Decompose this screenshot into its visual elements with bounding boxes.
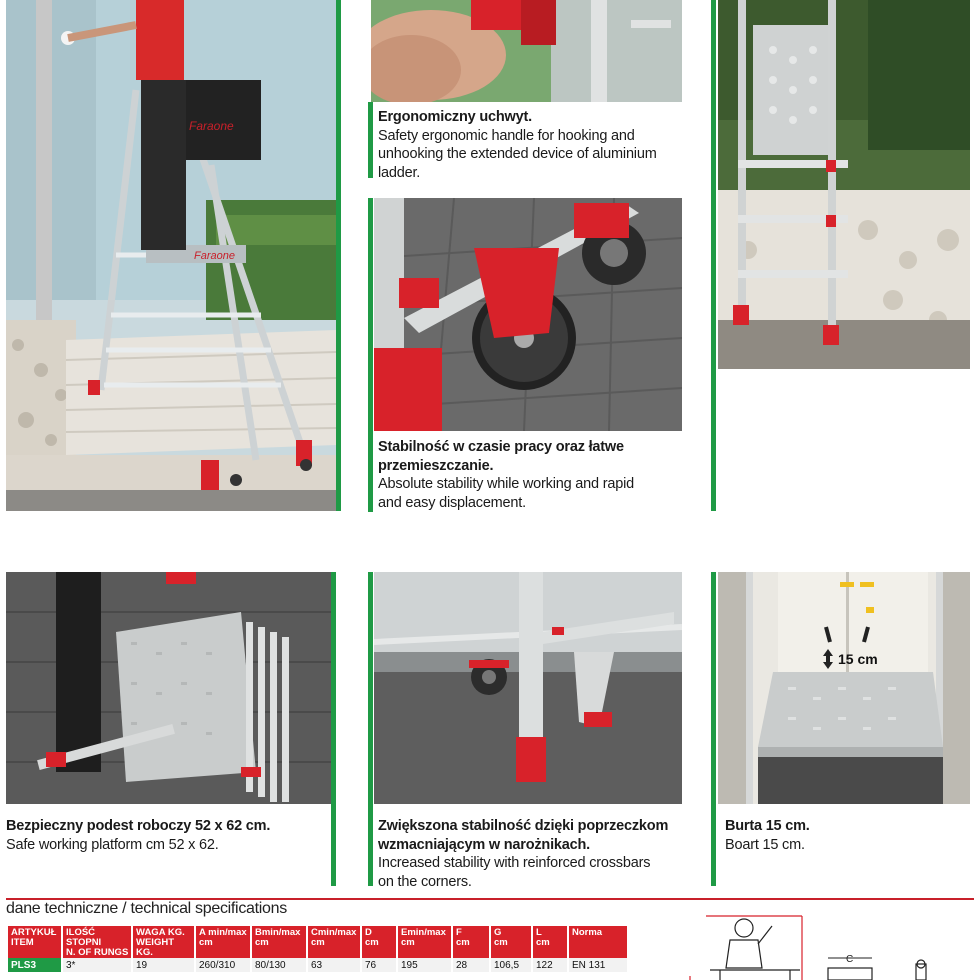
wheels-image bbox=[374, 198, 682, 431]
spec-cell: 106,5 bbox=[490, 958, 532, 972]
caption-crossbars bbox=[378, 817, 698, 891]
spec-column-header bbox=[251, 926, 307, 958]
caption-line: Boart 15 cm. bbox=[725, 836, 805, 853]
worker-on-ladder-image bbox=[6, 0, 336, 511]
spec-header-line: cm bbox=[365, 937, 379, 948]
caption-handle bbox=[378, 108, 688, 182]
spec-header-line: Bmin/max bbox=[255, 927, 301, 938]
spec-cell: 19 bbox=[132, 958, 195, 972]
photo-ergonomic-handle bbox=[371, 0, 682, 102]
spec-header-line: cm bbox=[494, 937, 508, 948]
spec-header-line: WEIGHT KG. bbox=[136, 937, 174, 958]
spec-cell: 76 bbox=[361, 958, 397, 972]
caption-line: and easy displacement. bbox=[378, 494, 526, 511]
spec-header-line: F bbox=[456, 927, 462, 938]
caption-title: Burta 15 cm. bbox=[725, 818, 810, 834]
spec-row bbox=[8, 958, 628, 972]
spec-header-line: G bbox=[494, 927, 502, 938]
caption-board bbox=[725, 817, 975, 854]
spec-column-header bbox=[490, 926, 532, 958]
photo-folded-ladder bbox=[718, 0, 970, 369]
spec-column-header bbox=[568, 926, 628, 958]
caption-line: Safety ergonomic handle for hooking and bbox=[378, 127, 635, 144]
caption-title: przemieszczanie. bbox=[378, 457, 494, 474]
photo-wheels bbox=[374, 198, 682, 431]
spec-header-line: Norma bbox=[572, 927, 603, 938]
spec-header-line: Emin/max bbox=[401, 927, 446, 938]
photo-board-15cm bbox=[718, 572, 970, 804]
caption-line: Safe working platform cm 52 x 62. bbox=[6, 836, 219, 853]
spec-cell: EN 131 bbox=[568, 958, 628, 972]
spec-column-header bbox=[307, 926, 361, 958]
brand-logo-bag: Faraone bbox=[189, 119, 234, 133]
dimension-diagram bbox=[680, 908, 980, 980]
caption-platform bbox=[6, 817, 328, 854]
spec-header-line: N. OF RUNGS bbox=[66, 947, 129, 958]
spec-cell: 80/130 bbox=[251, 958, 307, 972]
spec-column-header bbox=[195, 926, 251, 958]
caption-line: on the corners. bbox=[378, 873, 472, 890]
spec-header-line: L bbox=[536, 927, 542, 938]
spec-cell: 260/310 bbox=[195, 958, 251, 972]
spec-cell: 122 bbox=[532, 958, 568, 972]
caption-title: Ergonomiczny uchwyt. bbox=[378, 109, 532, 125]
caption-title: wzmacniającym w narożnikach. bbox=[378, 836, 590, 853]
spec-item-code: PLS3 bbox=[8, 958, 62, 972]
spec-cell: 195 bbox=[397, 958, 452, 972]
spec-header-line: cm bbox=[311, 937, 325, 948]
board-image bbox=[718, 572, 970, 804]
caption-line: ladder. bbox=[378, 164, 421, 181]
spec-table-body bbox=[8, 958, 628, 972]
divider-green bbox=[711, 572, 716, 886]
divider-green bbox=[368, 102, 373, 178]
spec-header-line: cm bbox=[456, 937, 470, 948]
dimension-c-label: C bbox=[846, 954, 854, 965]
spec-column-header bbox=[132, 926, 195, 958]
spec-column-header bbox=[62, 926, 132, 958]
divider-green bbox=[368, 572, 373, 886]
caption-wheels bbox=[378, 438, 688, 512]
spec-column-header bbox=[452, 926, 490, 958]
caption-title: Zwiększona stabilność dzięki poprzeczkom bbox=[378, 818, 669, 834]
divider-green bbox=[331, 572, 336, 886]
spec-header-line: ARTYKUŁ bbox=[11, 927, 57, 938]
spec-header-line: cm bbox=[536, 937, 550, 948]
spec-column-header bbox=[397, 926, 452, 958]
caption-line: unhooking the extended device of aluminium bbox=[378, 146, 657, 162]
platform-image bbox=[6, 572, 331, 804]
spec-cell: 28 bbox=[452, 958, 490, 972]
caption-title: Bezpieczny podest roboczy 52 x 62 cm. bbox=[6, 818, 271, 834]
spec-header-line: ITEM bbox=[11, 937, 34, 948]
photo-working-platform bbox=[6, 572, 331, 804]
ladder-dimension-drawing bbox=[680, 908, 980, 980]
spec-column-header bbox=[532, 926, 568, 958]
spec-header-line: cm bbox=[199, 937, 213, 948]
divider-green bbox=[711, 0, 716, 511]
spec-header-line: ILOŚĆ STOPNI bbox=[66, 927, 102, 948]
spec-cell: 3* bbox=[62, 958, 132, 972]
spec-column-header bbox=[8, 926, 62, 958]
caption-title: Stabilność w czasie pracy oraz łatwe bbox=[378, 439, 624, 455]
spec-cell: 63 bbox=[307, 958, 361, 972]
spec-header-line: cm bbox=[401, 937, 415, 948]
spec-header-line: cm bbox=[255, 937, 269, 948]
spec-header-line: A min/max bbox=[199, 927, 247, 938]
board-height-label: 15 cm bbox=[838, 651, 878, 667]
spec-table bbox=[8, 926, 629, 972]
divider-green bbox=[368, 198, 373, 512]
divider-green bbox=[336, 0, 341, 511]
spec-header-line: WAGA KG. bbox=[136, 927, 185, 938]
spec-header-row bbox=[8, 926, 628, 958]
crossbars-image bbox=[374, 572, 682, 804]
photo-worker-on-ladder bbox=[6, 0, 336, 511]
brand-logo-step: Faraone bbox=[194, 250, 235, 262]
spec-header-line: D bbox=[365, 927, 372, 938]
folded-ladder-image bbox=[718, 0, 970, 369]
handle-image bbox=[371, 0, 682, 102]
photo-reinforced-crossbars bbox=[374, 572, 682, 804]
spec-column-header bbox=[361, 926, 397, 958]
caption-line: Absolute stability while working and rapid bbox=[378, 476, 634, 492]
caption-line: Increased stability with reinforced crossbars bbox=[378, 855, 651, 871]
spec-header-line: Cmin/max bbox=[311, 927, 357, 938]
spec-section-title: dane techniczne / technical specifications bbox=[6, 900, 287, 917]
